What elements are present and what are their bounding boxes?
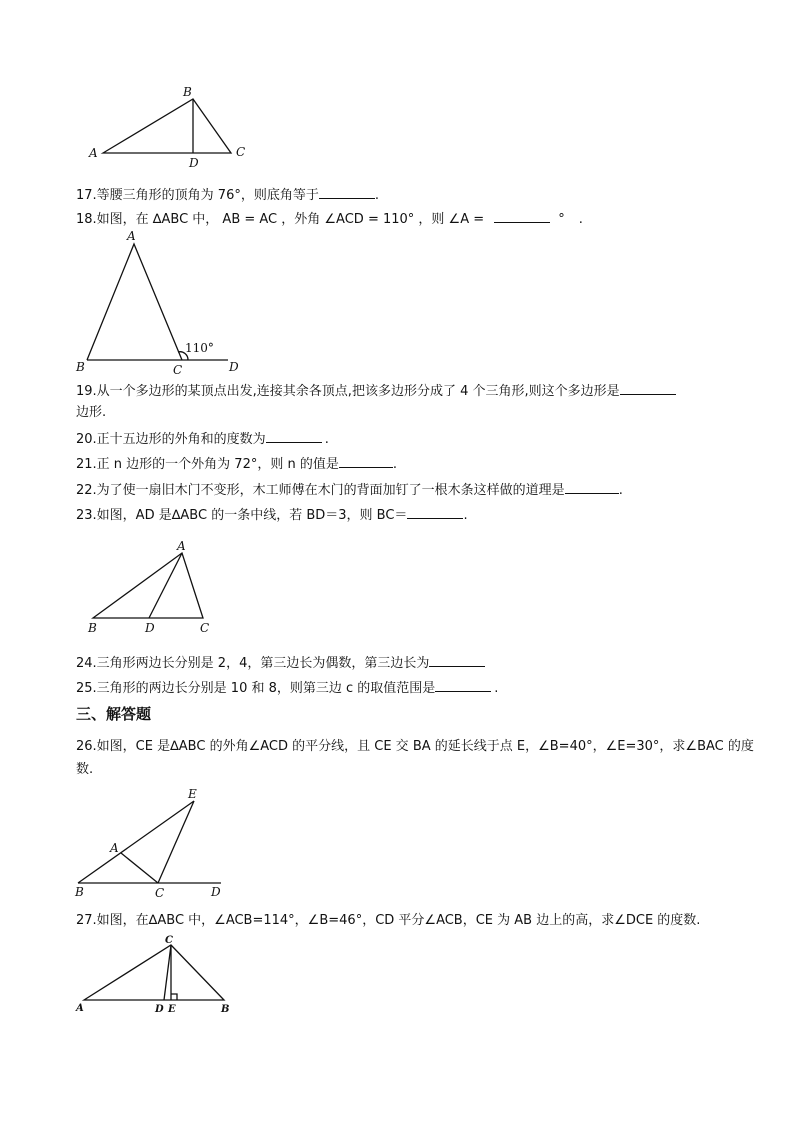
q18-text: 18.如图，在 ∆ABC 中， AB = AC ，外角 ∠ACD = 110° ，则 ∠A = xyxy=(76,212,489,227)
label-D: D xyxy=(189,156,199,170)
label-B: B xyxy=(76,360,85,374)
triangle-bisector-altitude xyxy=(84,945,224,1000)
label-B: B xyxy=(75,885,84,899)
label-C: C xyxy=(173,363,183,377)
label-C: C xyxy=(155,886,165,900)
label-D: D xyxy=(211,885,221,899)
q21-tail: . xyxy=(392,457,397,472)
label-A: A xyxy=(89,146,98,160)
q26-text: 26.如图，CE 是∆ABC 的外角∠ACD 的平分线，且 CE 交 BA 的延长线于点 E，∠B=40°，∠E=30°，求∠BAC 的度 xyxy=(76,739,754,754)
q19-text: 19.从一个多边形的某顶点出发,连接其余各顶点,把该多边形分成了 4 个三角形,则这个多边形是 xyxy=(76,384,620,399)
label-E: E xyxy=(188,787,197,801)
label-E: E xyxy=(168,1004,176,1015)
label-B: B xyxy=(221,1004,230,1015)
q25-text: 25.三角形的两边长分别是 10 和 8，则第三边 c 的取值范围是 xyxy=(76,681,436,696)
q18-tail: . xyxy=(578,212,583,227)
q19-line2: 边形. xyxy=(76,405,107,420)
q20-tail: . xyxy=(324,432,329,447)
q22-tail: . xyxy=(618,483,623,498)
q23-text: 23.如图，AD 是∆ABC 的一条中线，若 BD＝3，则 BC＝ xyxy=(76,508,408,523)
label-A: A xyxy=(76,1003,84,1014)
q20-text: 20.正十五边形的外角和的度数为 xyxy=(76,432,266,447)
q21-text: 21.正 n 边形的一个外角为 72°，则 n 的值是 xyxy=(76,457,339,472)
q17-tail: . xyxy=(374,188,379,203)
q23-tail: . xyxy=(463,508,468,523)
label-C: C xyxy=(165,935,173,946)
q18-unit: ° xyxy=(558,212,565,227)
label-A: A xyxy=(177,539,186,553)
q26-line2: 数. xyxy=(76,762,94,777)
label-C: C xyxy=(236,145,246,159)
q24-text: 24.三角形两边长分别是 2，4，第三边长为偶数，第三边长为 xyxy=(76,656,430,671)
label-A: A xyxy=(127,229,136,243)
label-D: D xyxy=(145,621,155,635)
q22-text: 22.为了使一扇旧木门不变形，木工师傅在木门的背面加钉了一根木条这样做的道理是 xyxy=(76,483,565,498)
label-D: D xyxy=(229,360,239,374)
label-B: B xyxy=(88,621,97,635)
angle-label-110: 110° xyxy=(185,341,214,355)
section-heading: 三、解答题 xyxy=(76,705,152,723)
q17-text: 17.等腰三角形的顶角为 76°，则底角等于 xyxy=(76,188,319,203)
label-A: A xyxy=(110,841,119,855)
q27-text: 27.如图，在∆ABC 中，∠ACB=114°，∠B=46°，CD 平分∠ACB，CE 为 AB 边上的高，求∠DCE 的度数. xyxy=(76,913,701,928)
q25-tail: . xyxy=(494,681,499,696)
label-B: B xyxy=(183,85,192,99)
label-D: D xyxy=(155,1004,164,1015)
label-C: C xyxy=(200,621,210,635)
